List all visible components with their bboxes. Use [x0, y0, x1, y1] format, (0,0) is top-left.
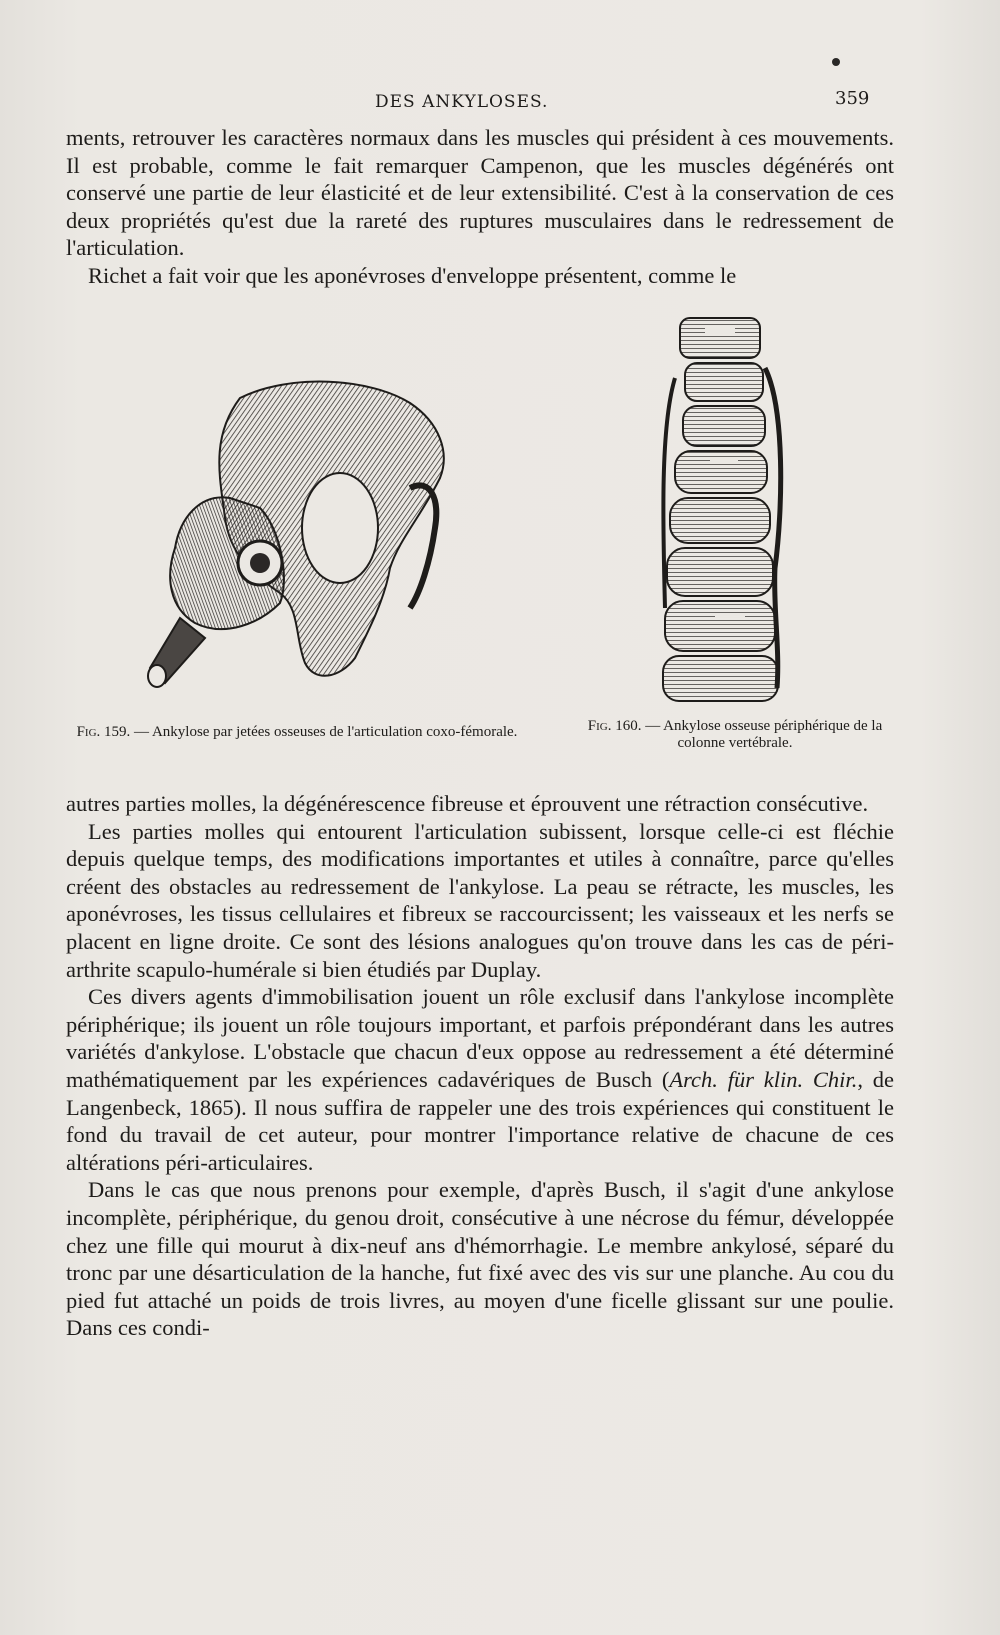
figure-label: Fig. 159. — [76, 724, 131, 740]
paragraph: Richet a fait voir que les aponévroses d'enveloppe présentent, comme le — [88, 262, 737, 288]
figure-label: Fig. 160. — [587, 718, 642, 734]
hip-ankylosis-illustration — [140, 378, 500, 728]
paragraph: Les parties molles qui entourent l'articulation subissent, lorsque celle-ci est fléchie depuis quelque temps, des modifications importantes et utiles à connaître, parce qu'elles créent des obstacles au redressement de l'ankylose. La peau se rétracte, les muscles, les aponévroses, les tissus cellulaires et fibreux se raccourcissent; les vaisseaux et les nerfs se placent en ligne droite. Ce sont des lésions analogues qu'on trouve dans les cas de péri-arthrite scapulo-humérale si bien étudiés par Duplay. — [66, 818, 894, 982]
spine-ankylosis-illustration — [655, 308, 790, 708]
body-text-top — [66, 124, 894, 290]
body-text-bottom — [66, 790, 894, 1342]
figure-159-caption — [62, 724, 532, 741]
page-number: 359 — [835, 88, 870, 109]
paragraph: ments, retrouver les caractères normaux dans les muscles qui président à ces mouvements. Il est probable, comme le fait remarquer Campenon, que les muscles dégénérés ont conservé une partie de leur élasticité et de leur extensibilité. C'est à la conservation de ces deux propriétés qu'est due la rareté des ruptures musculaires dans le redressement de l'articulation. — [66, 125, 894, 261]
text-run: , de Langenbeck, 1865). Il nous suffira de rappeler une des trois expériences qui constituent le fond du travail de cet auteur, pour montrer l'importance relative de chacune de ces altérations péri-articulaires. — [66, 1066, 894, 1175]
running-head: DES ANKYLOSES. — [375, 92, 549, 112]
figure-160-caption — [575, 718, 895, 752]
caption-text: — Ankylose osseuse périphérique de la colonne vertébrale. — [645, 718, 883, 751]
paragraph — [66, 983, 894, 1176]
paragraph: autres parties molles, la dégénérescence fibreuse et éprouvent une rétraction consécutive. — [66, 791, 869, 816]
paragraph: Dans le cas que nous prenons pour exemple, d'après Busch, il s'agit d'une ankylose incomplète, périphérique, du genou droit, consécutive à une nécrose du fémur, développée chez une fille qui mourut à dix-neuf ans d'hémorrhagie. Le membre ankylosé, séparé du tronc par une désarticulation de la hanche, fut fixé avec des vis sur une planche. Au cou du pied fut attaché un poids de trois livres, au moyen d'une ficelle glissant sur une poulie. Dans ces condi- — [66, 1177, 894, 1341]
journal-title: Arch. für klin. Chir. — [669, 1066, 858, 1092]
text-run: Ces divers agents d'immobilisation jouent un rôle exclusif dans l'ankylose incomplète périphérique; ils jouent un rôle toujours important, et parfois prépondérant dans les autres variétés d'ankylose. L'obstacle que chacun d'eux oppose au redressement a été déterminé mathématiquement par les expériences cadavériques de Busch ( — [66, 984, 894, 1092]
ink-dot — [832, 58, 840, 66]
caption-text: — Ankylose par jetées osseuses de l'articulation coxo-fémorale. — [134, 724, 518, 740]
